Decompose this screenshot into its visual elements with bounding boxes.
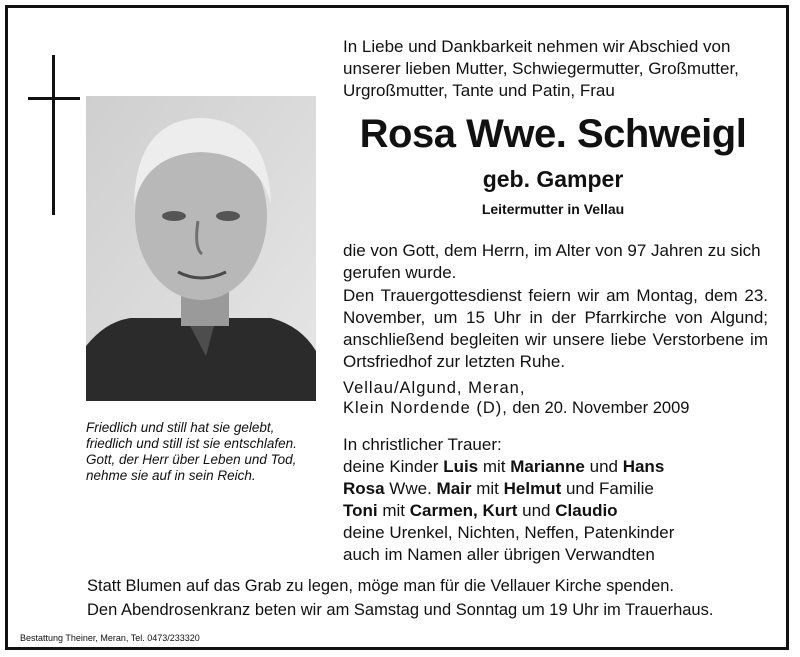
mourner-text: und Familie: [561, 479, 654, 498]
place-name: Klein Nordende (D),: [343, 399, 508, 417]
mourner-name: Rosa: [343, 479, 385, 498]
closing-notes: [87, 574, 713, 622]
mourner-text: mit: [377, 501, 410, 520]
mourner-name: Carmen, Kurt: [409, 501, 518, 520]
called-paragraph: die von Gott, dem Herrn, im Alter von 97 Jahren zu sich gerufen wurde.: [343, 241, 761, 282]
place-date: [343, 378, 689, 418]
mourner-name: Luis: [443, 457, 479, 476]
mourner-text: und: [584, 457, 623, 476]
mourner-text: und: [517, 501, 556, 520]
mourner-line: deine Urenkel, Nichten, Neffen, Patenkinder: [343, 523, 675, 542]
place-line: [343, 398, 689, 418]
portrait-photo: [86, 96, 316, 401]
service-paragraph: Den Trauergottesdienst feiern wir am Montag, dem 23. November, um 15 Uhr in der Pfarrkirche von Algund; anschließend begleiten wir unsere liebe Verstorbene im Ortsfriedhof zur letzten Ruhe.: [343, 286, 768, 371]
mourner-text: mit: [471, 479, 504, 498]
birth-name: geb. Gamper: [482, 166, 624, 192]
mourner-line: [343, 478, 674, 500]
date-text: den 20. November 2009: [507, 399, 690, 417]
place-line: Vellau/Algund, Meran,: [343, 379, 526, 397]
verse-line: friedlich und still ist sie entschlafen.: [86, 436, 297, 451]
mourner-name: Claudio: [555, 501, 618, 520]
intro-text: [343, 36, 773, 102]
cross-bar: [28, 97, 80, 100]
mourner-name: Mair: [436, 479, 472, 498]
mourners-heading: In christlicher Trauer:: [343, 435, 502, 454]
intro-line: In Liebe und Dankbarkeit nehmen wir Abschied von: [343, 37, 731, 56]
mourner-name: Marianne: [510, 457, 585, 476]
mourner-text: Wwe.: [384, 479, 437, 498]
mourner-line: [343, 456, 674, 478]
mourner-line: auch im Namen aller übrigen Verwandten: [343, 545, 655, 564]
donation-note: Statt Blumen auf das Grab zu legen, möge man für die Vellauer Kirche spenden.: [87, 577, 675, 595]
deceased-role: Leitermutter in Vellau: [481, 201, 625, 217]
mourner-name: Helmut: [503, 479, 562, 498]
mourner-name: Toni: [343, 501, 378, 520]
cross-icon: [52, 55, 55, 215]
intro-line: unserer lieben Mutter, Schwiegermutter, Großmutter,: [343, 59, 739, 78]
verse-line: Friedlich und still hat sie gelebt,: [86, 420, 275, 435]
mourner-line: [343, 500, 674, 522]
verse-line: Gott, der Herr über Leben und Tod,: [86, 452, 297, 467]
rosary-note: Den Abendrosenkranz beten wir am Samstag und Sonntag um 19 Uhr im Trauerhaus.: [87, 601, 714, 619]
mourner-text: mit: [478, 457, 511, 476]
intro-line: Urgroßmutter, Tante und Patin, Frau: [343, 81, 615, 100]
deceased-name: Rosa Wwe. Schweigl: [359, 112, 747, 156]
mourner-text: deine Kinder: [343, 457, 444, 476]
mourner-name: Hans: [622, 457, 665, 476]
mourners: [343, 434, 674, 566]
funeral-home-credit: Bestattung Theiner, Meran, Tel. 0473/233320: [20, 633, 200, 643]
verse-line: nehme sie auf in sein Reich.: [86, 468, 256, 483]
verse: [86, 420, 326, 484]
